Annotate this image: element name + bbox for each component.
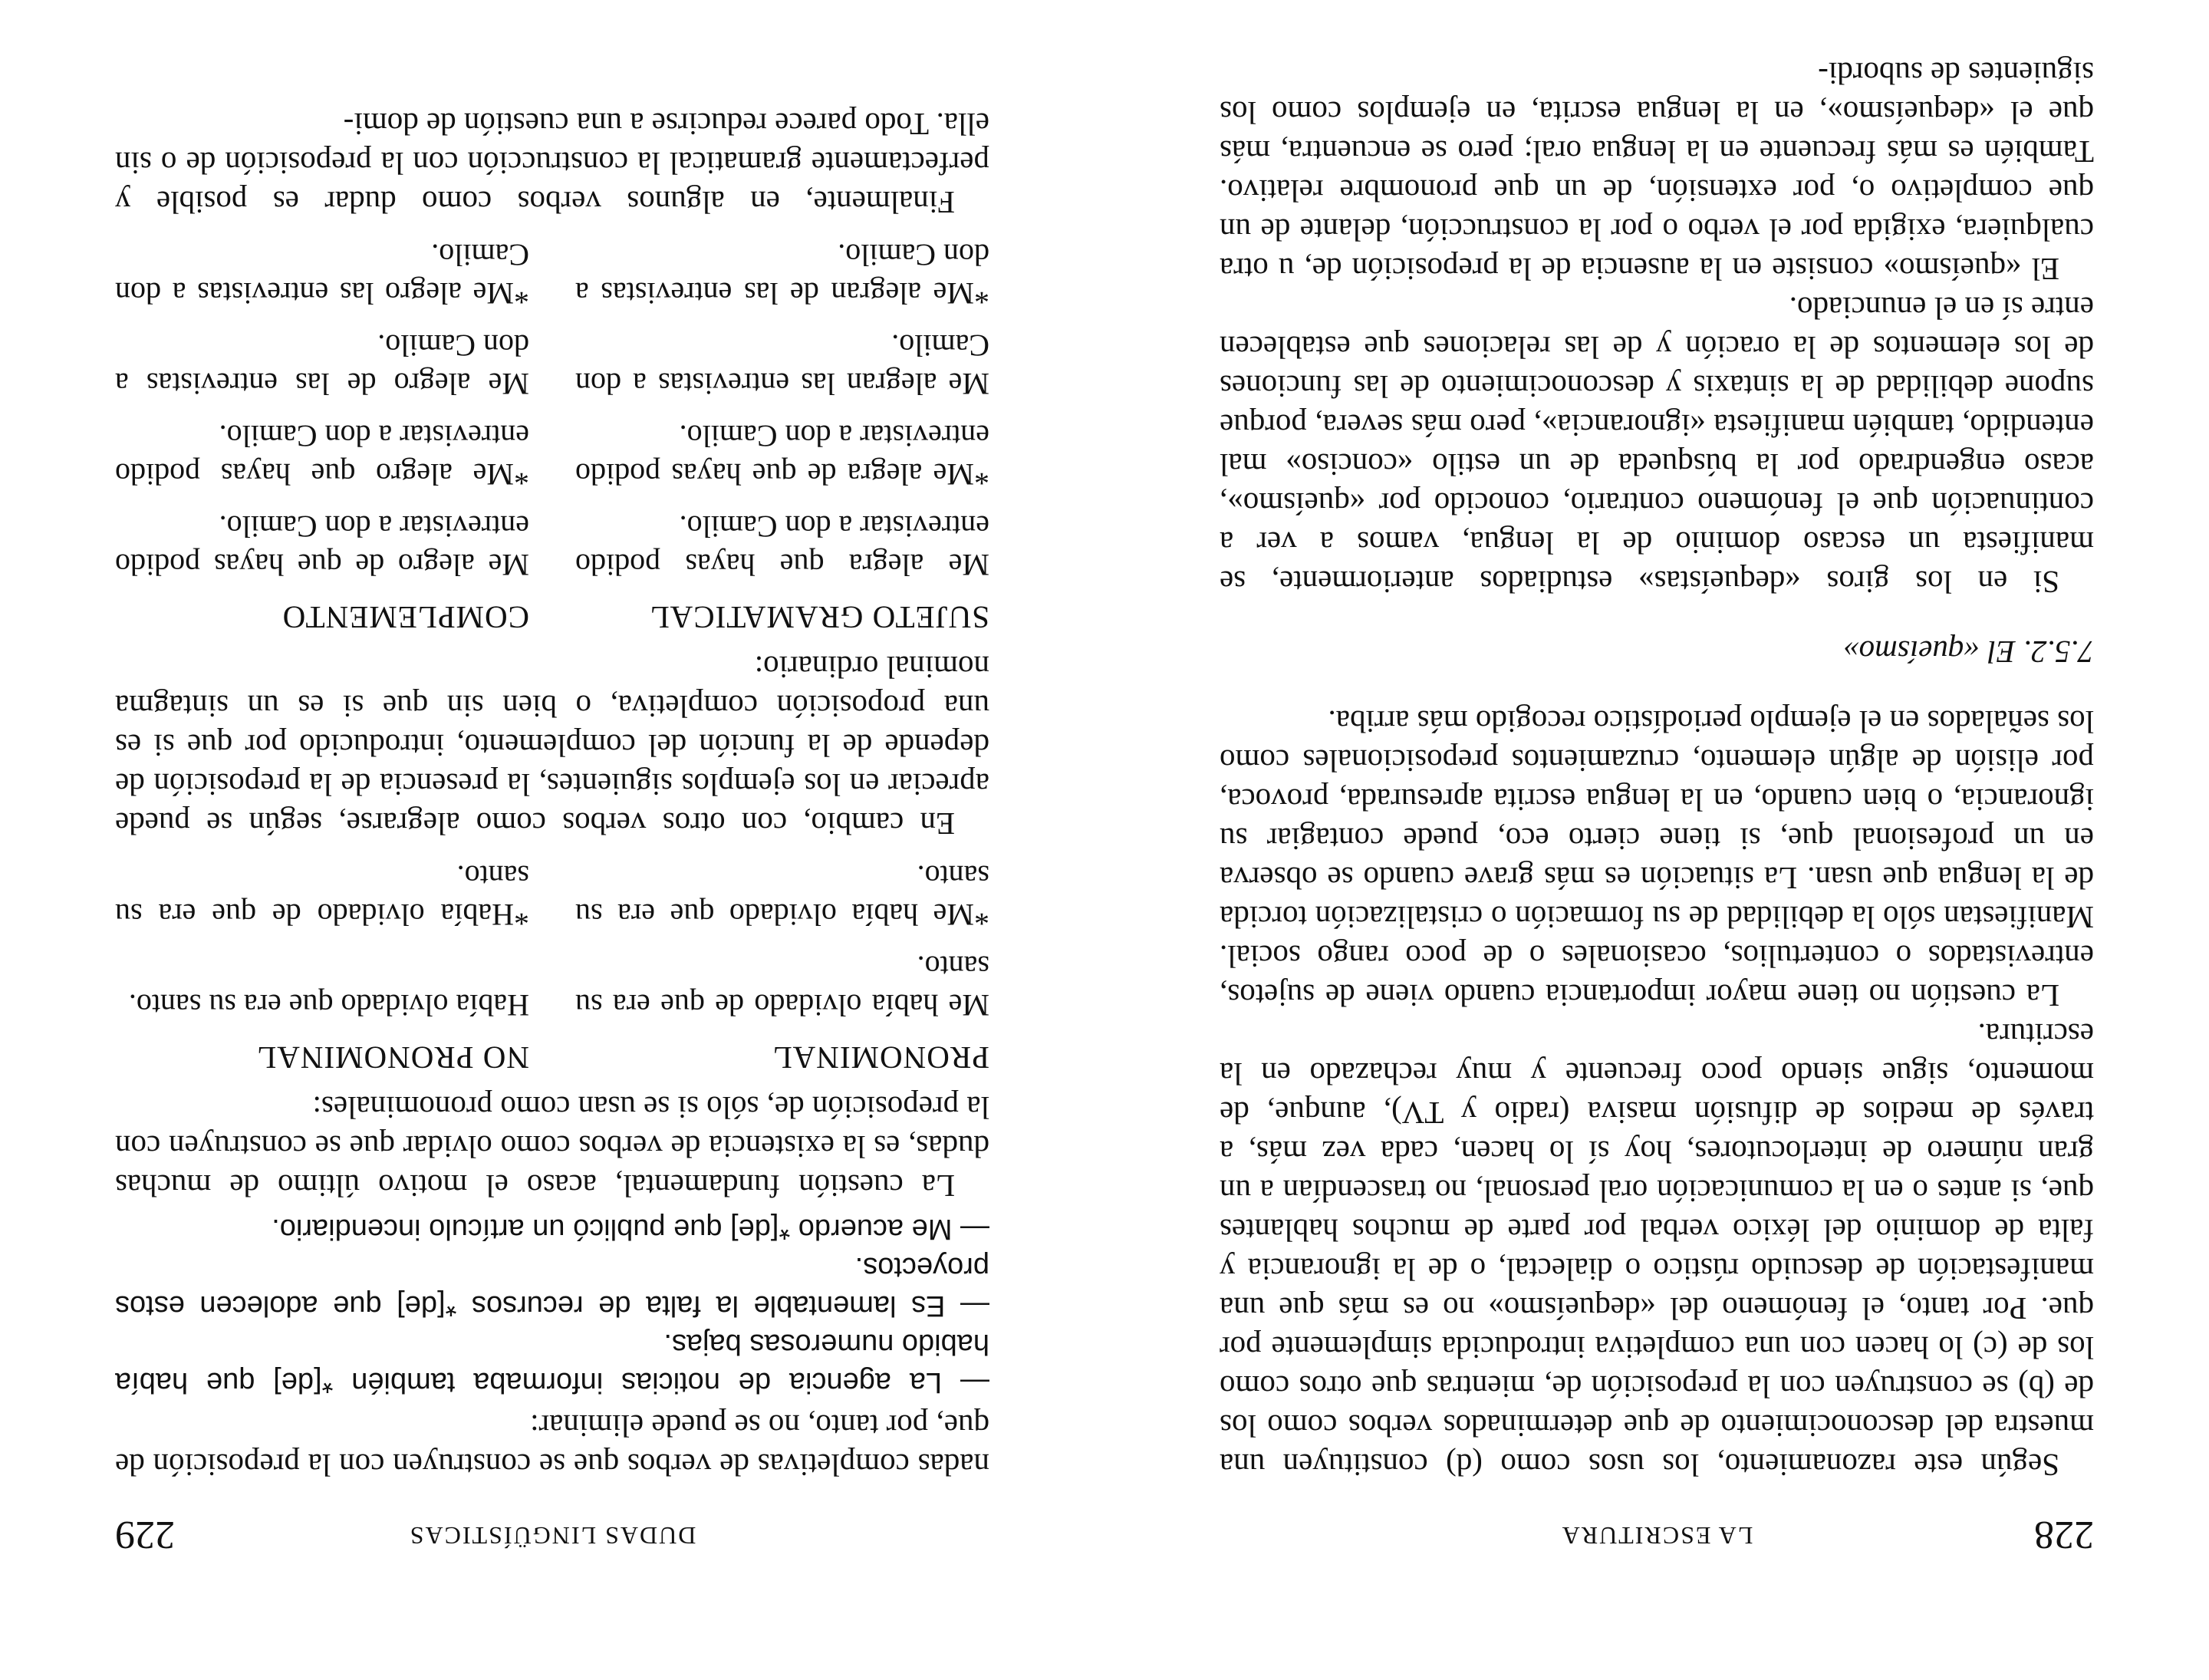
table-row: [115, 326, 989, 403]
example-item: — Es lamentable la falta de recursos *[de] que adolecen estos proyectos.: [115, 1251, 989, 1322]
paragraph: Finalmente, en algunos verbos como dudar es posible y perfectamente gramatical la construcción con la preposición de o sin ella. Todo parece reducirse a una cuestión de domi-: [115, 107, 989, 220]
table-cell: *Me había olvidado que era su santo.: [575, 859, 989, 932]
column-header: SUJETO GRAMATICAL: [649, 600, 989, 635]
example-item: — Me acuerdo *[de] que publicó un artículo incendiario.: [272, 1213, 989, 1245]
page-body: [1220, 54, 2094, 1484]
paragraph: nadas completivas de verbos que se construyen con la preposición de que, por tanto, no se puede eliminar:: [115, 1408, 989, 1483]
page-number: 228: [2034, 1513, 2094, 1556]
table-cell: Me alegro de las entrevistas a don Camilo.: [115, 328, 529, 401]
section-title: 7.5.2. El «queísmo»: [1843, 634, 2094, 670]
table-cell: *Me alegro las entrevistas a don Camilo.: [115, 238, 529, 311]
paragraph: Si en los giros «dequeístas» estudiados anteriormente, se manifiesta un escaso dominio de la lengua, vamos a ver a continuación que el fenómeno contrario, conocido por «queísmo», acaso engendrado por la búsqueda de un estilo «conciso» mal entendido, también manifiesta «ignorancia», pero más severa, porque supone debilidad de la sintaxis y desconocimiento de las funciones de los elementos de la oración y de las relaciones que establecen entre sí en el enunciado.: [1220, 291, 2094, 600]
table-row: [115, 236, 989, 312]
column-header: NO PRONOMINAL: [256, 1040, 529, 1076]
column-header: COMPLEMENTO: [281, 600, 529, 635]
page-body: [115, 104, 989, 1484]
running-head-title: DUDAS LINGÜÍSTICAS: [408, 1522, 696, 1550]
table-cell: Me alegro de que hayas podido entrevistar a don Camilo.: [115, 509, 529, 582]
column-header: PRONOMINAL: [772, 1040, 989, 1076]
page-number: 229: [115, 1513, 175, 1556]
table-cell: Me alegra que hayas podido entrevistar a don Camilo.: [575, 509, 989, 582]
table-row: [115, 857, 989, 934]
table-cell: *Me alegro que hayas podido entrevistar a don Camilo.: [115, 419, 529, 492]
paragraph: En cambio, con otros verbos como alegrarse, según se puede apreciar en los ejemplos siguientes, la presencia de la preposición de depende de la función del complemento, introducido por que si es una proposición completiva, o bien sin que si es un sintagma nominal ordinario:: [115, 650, 989, 842]
table-cell: Había olvidado que era su santo.: [128, 988, 529, 1023]
table-header: [115, 598, 989, 637]
paragraph: Según este razonamiento, los usos como (d) constituyen una muestra del desconocimiento de que determinados verbos como los de (b) se construyen con la preposición de, mientras que otros como los de (c) lo hacen con una completiva introducida simplemente por que. Por tanto, el fenómeno del «dequeísmo» no es más que una manifestación de descuido rústico o dialectal, o de la ignorancia y falta de dominio del léxico verbal por parte de muchos hablantes que, si antes o en la comunicación oral personal, no trascendían a un gran número de interlocutores, hoy sí lo hacen, cada vez más, a través de medios de difusión masiva (radio y TV), aunque, de momento, sigue siendo poco frecuente y muy rechazado en la escritura.: [1220, 1017, 2094, 1483]
table-cell: *Me alegran de las entrevistas a don Camilo.: [575, 238, 989, 311]
running-head: [1220, 1511, 2094, 1557]
table-cell: *Me alegra de que hayas podido entrevistar a don Camilo.: [575, 419, 989, 492]
table-header: [115, 1038, 989, 1077]
table-row: [115, 507, 989, 584]
paragraph: La cuestión fundamental, acaso el motivo último de muchas dudas, es la existencia de verbos como olvidar que se construyen con la preposición de, sólo si se usan como pronominales:: [115, 1090, 989, 1204]
running-head: [115, 1511, 989, 1557]
table-cell: *Había olvidado de que era su santo.: [115, 859, 529, 932]
paragraph: La cuestión no tiene mayor importancia cuando viene de sujetos, entrevistados o contertulios, ocasionales o de poco rango social. Manifiestan sólo la debilidad de su formación o cristalización torcida de la lengua que usan. La situación es más grave cuando se observa en un profesional que, si tiene cierto eco, puede contagiar su ignorancia, o bien cuando, en la lengua escrita apresurada, provoca, por elisión de algún elemento, cruzamientos preposicionales como los señalados en el ejemplo periodístico recogido más arriba.: [1220, 704, 2094, 1013]
table-cell: Me había olvidado de que era su santo.: [575, 950, 989, 1023]
table-cell: Me alegran las entrevistas a don Camilo.: [575, 328, 989, 401]
table-row: [115, 947, 989, 1024]
table-row: [115, 417, 989, 493]
page-229: [0, 0, 1104, 1680]
example-list: [115, 1210, 989, 1402]
example-item: — La agencia de noticias informaba también *[de] que había habido numerosas bajas.: [115, 1328, 989, 1398]
page-228: [1104, 0, 2209, 1680]
paragraph: El «queísmo» consiste en la ausencia de la preposición de, u otra cualquiera, exigida por el verbo o por la construcción, delante de un que completivo o, por extensión, de un que pronombre relativo. También es más frecuente en la lengua oral; pero se encuentra, más que el «dequeísmo», en la lengua escrita, en ejemplos como los siguientes de subordi-: [1220, 56, 2094, 287]
running-head-title: LA ESCRITURA: [1560, 1522, 1753, 1550]
